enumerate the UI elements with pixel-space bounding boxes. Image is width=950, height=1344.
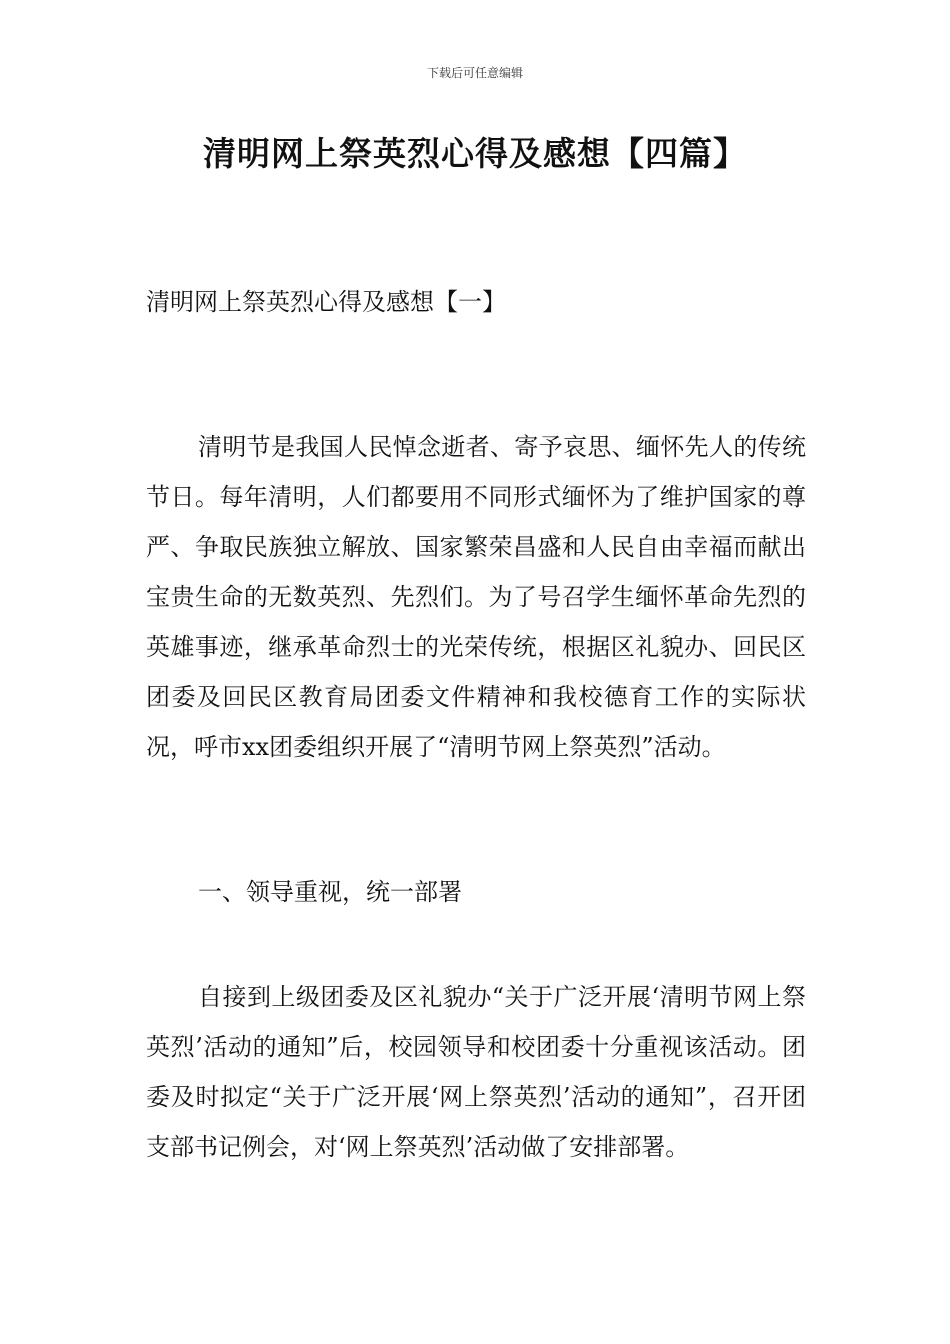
subsection-heading: 一、领导重视，统一部署 — [198, 878, 462, 906]
body-paragraph: 清明节是我国人民悼念逝者、寄予哀思、缅怀先人的传统节日。每年清明，人们都要用不同形式缅怀为了维护国家的尊严、争取民族独立解放、国家繁荣昌盛和人民自由幸福而献出宝贵生命的无数英烈、先烈们。为了号召学生缅怀革命先烈的英雄事迹，继承革命烈士的光荣传统，根据区礼貌办、回民区团委及回民区教育局团委文件精神和我校德育工作的实际状况，呼市xx团委组织开展了“清明节网上祭英烈”活动。 — [146, 433, 806, 761]
document-title: 清明网上祭英烈心得及感想【四篇】 — [203, 134, 747, 173]
body-paragraph: 自接到上级团委及区礼貌办“关于广泛开展‘清明节网上祭英烈’活动的通知”后，校园领导和校团委十分重视该活动。团委及时拟定“关于广泛开展‘网上祭英烈’活动的通知”，召开团支部书记例会，对‘网上祭英烈’活动做了安排部署。 — [146, 983, 806, 1161]
section-title: 清明网上祭英烈心得及感想【一】 — [146, 288, 506, 316]
header-note: 下载后可任意编辑 — [426, 66, 523, 80]
